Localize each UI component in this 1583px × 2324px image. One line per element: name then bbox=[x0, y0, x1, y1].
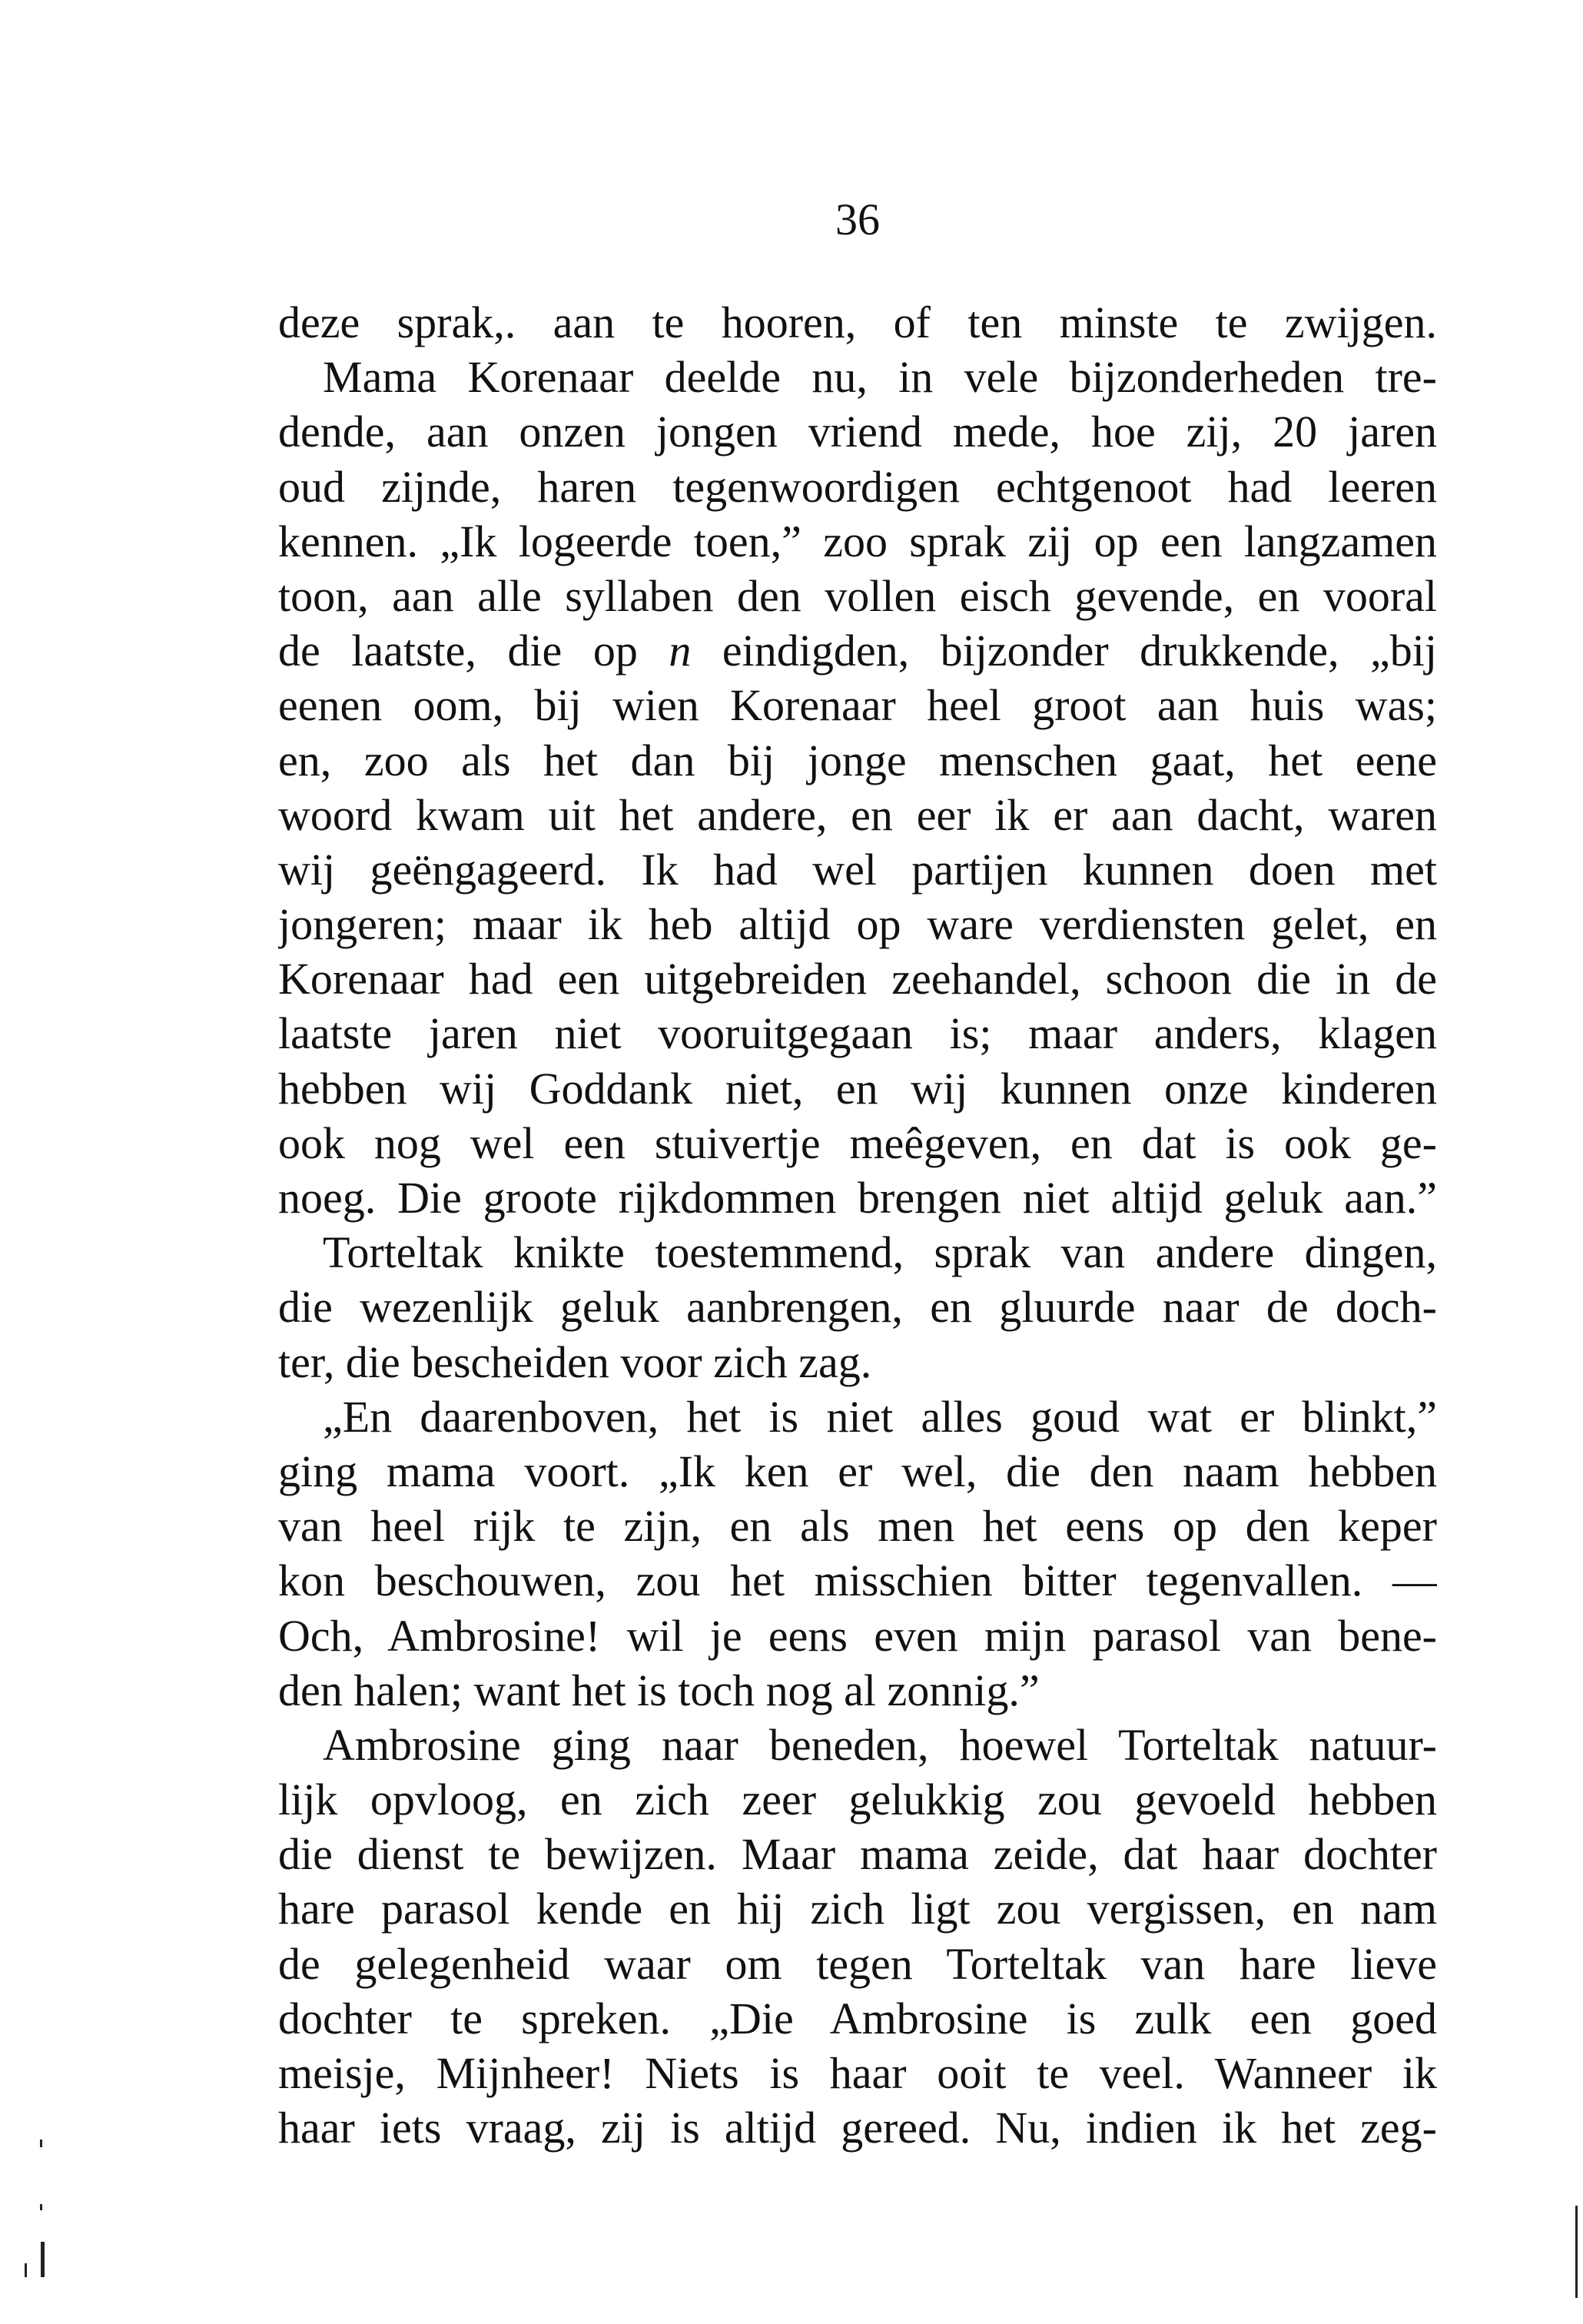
body-text bbox=[278, 295, 1437, 2155]
text-line: dochter te spreken. „Die Ambrosine is zulk een goed bbox=[278, 1993, 1437, 2043]
text-line: hare parasol kende en hij zich ligt zou vergissen, en nam bbox=[278, 1884, 1437, 1934]
text-line: kennen. „Ik logeerde toen,” zoo sprak zij op een langzamen bbox=[278, 516, 1437, 566]
text-line: toon, aan alle syllaben den vollen eisch gevende, en vooral bbox=[278, 570, 1437, 621]
text-line: eenen oom, bij wien Korenaar heel groot aan huis was; bbox=[278, 680, 1437, 731]
italic-text: n bbox=[669, 626, 692, 676]
text-line: lijk opvloog, en zich zeer gelukkig zou gevoeld hebben bbox=[278, 1775, 1437, 1825]
text-line: ook nog wel een stuivertje meêgeven, en dat is ook ge- bbox=[278, 1117, 1437, 1168]
text-line: oud zijnde, haren tegenwoordigen echtgenoot had leeren bbox=[278, 461, 1437, 512]
text-line: die dienst te bewijzen. Maar mama zeide, dat haar dochter bbox=[278, 1829, 1437, 1880]
text-line: Ambrosine ging naar beneden, hoewel Torteltak natuur- bbox=[323, 1719, 1437, 1770]
text-line: den halen; want het is toch nog al zonnig.” bbox=[278, 1665, 1040, 1715]
margin-mark bbox=[40, 2204, 42, 2210]
text-line: deze sprak,. aan te hooren, of ten minste te zwijgen. bbox=[278, 297, 1437, 347]
margin-mark bbox=[25, 2263, 27, 2277]
text-segment: eindigden, bijzonder drukkende, „bij bbox=[691, 626, 1437, 676]
text-line: Torteltak knikte toestemmend, sprak van andere dingen, bbox=[323, 1227, 1437, 1278]
margin-mark bbox=[1575, 2206, 1578, 2298]
text-line: kon beschouwen, zou het misschien bitter tegenvallen. — bbox=[278, 1555, 1437, 1606]
text-line: jongeren; maar ik heb altijd op ware verdiensten gelet, en bbox=[278, 899, 1437, 950]
text-line: hebben wij Goddank niet, en wij kunnen onze kinderen bbox=[278, 1063, 1437, 1114]
text-line: Korenaar had een uitgebreiden zeehandel, schoon die in de bbox=[278, 954, 1437, 1004]
text-line: dende, aan onzen jongen vriend mede, hoe zij, 20 jaren bbox=[278, 407, 1437, 457]
page-number: 36 bbox=[835, 194, 880, 244]
text-line: laatste jaren niet vooruitgegaan is; maar anders, klagen bbox=[278, 1008, 1437, 1059]
margin-mark bbox=[40, 2140, 42, 2147]
text-line: van heel rijk te zijn, en als men het eens op den keper bbox=[278, 1501, 1437, 1552]
text-line: wij geëngageerd. Ik had wel partijen kunnen doen met bbox=[278, 844, 1437, 895]
text-line: die wezenlijk geluk aanbrengen, en gluurde naar de doch- bbox=[278, 1282, 1437, 1333]
text-line: Och, Ambrosine! wil je eens even mijn parasol van bene- bbox=[278, 1610, 1437, 1661]
text-line: noeg. Die groote rijkdommen brengen niet altijd geluk aan.” bbox=[278, 1173, 1437, 1223]
text-segment: de laatste, die op bbox=[278, 626, 669, 676]
text-line bbox=[278, 623, 1437, 678]
text-line: „En daarenboven, het is niet alles goud wat er blinkt,” bbox=[323, 1391, 1437, 1442]
text-line: haar iets vraag, zij is altijd gereed. Nu, indien ik het zeg- bbox=[278, 2103, 1437, 2153]
text-line: de gelegenheid waar om tegen Torteltak van hare lieve bbox=[278, 1938, 1437, 1989]
text-line: ter, die bescheiden voor zich zag. bbox=[278, 1336, 872, 1387]
text-line: Mama Korenaar deelde nu, in vele bijzonderheden tre- bbox=[323, 352, 1437, 403]
text-line: en, zoo als het dan bij jonge menschen gaat, het eene bbox=[278, 735, 1437, 785]
text-line: meisje, Mijnheer! Niets is haar ooit te veel. Wanneer ik bbox=[278, 2048, 1437, 2098]
text-line: ging mama voort. „Ik ken er wel, die den naam hebben bbox=[278, 1446, 1437, 1496]
text-line: woord kwam uit het andere, en eer ik er aan dacht, waren bbox=[278, 789, 1437, 840]
margin-mark bbox=[41, 2242, 45, 2277]
